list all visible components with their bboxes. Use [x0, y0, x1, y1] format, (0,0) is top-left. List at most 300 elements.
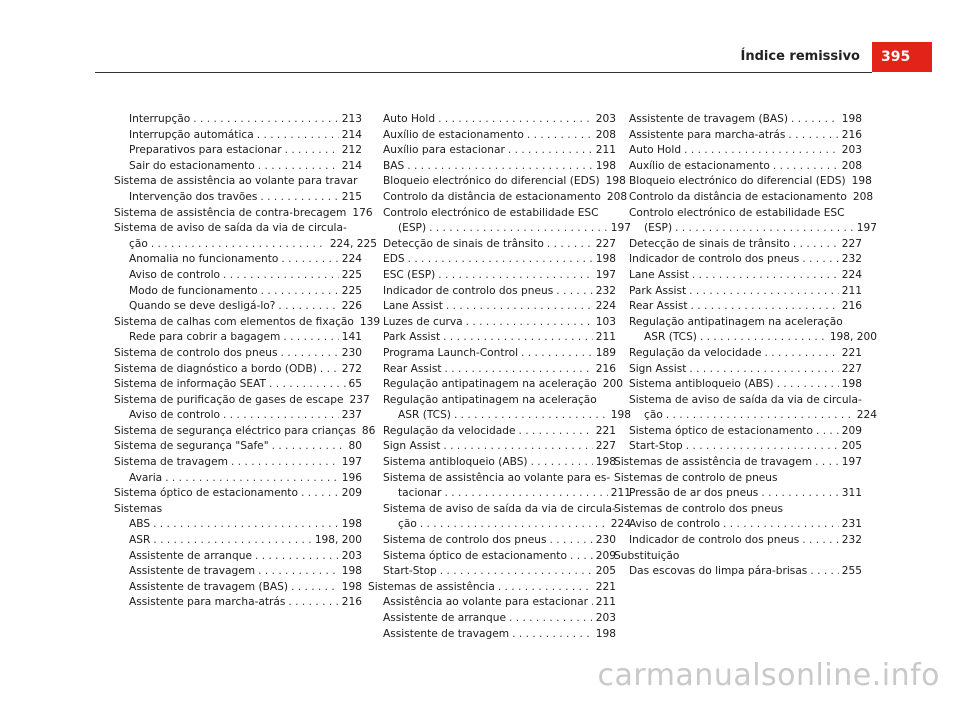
index-term: Pressão de ar dos pneus [629, 487, 759, 500]
index-entry [368, 159, 616, 175]
page-reference: 198, 200 [829, 331, 877, 344]
leader-dots [547, 237, 593, 253]
index-entry [368, 206, 631, 237]
index-term: Das escovas do limpa pára-brisas [629, 565, 808, 578]
index-entry [114, 471, 362, 487]
index-term: EDS [383, 253, 405, 266]
index-entry [368, 174, 626, 190]
index-entry [368, 143, 616, 159]
index-entry [368, 595, 616, 611]
page-reference: 237 [341, 409, 362, 422]
index-entry [614, 237, 862, 253]
index-entry [368, 455, 616, 471]
page-reference: 224 [595, 300, 616, 313]
index-entry [114, 595, 362, 611]
index-term: Sistema de assistência ao volante para travar [114, 175, 358, 188]
page-reference: 227 [841, 362, 862, 375]
page-reference: 221 [595, 424, 616, 437]
index-term: Auxílio para estacionar [383, 144, 505, 157]
page-reference: 197 [856, 222, 877, 235]
leader-dots [283, 330, 338, 346]
index-entry [614, 174, 872, 190]
leader-dots [788, 128, 838, 144]
index-term: ção [644, 409, 663, 422]
index-term: Sistema óptico de estacionamento [114, 487, 298, 500]
index-term: Indicador de controlo dos pneus [629, 253, 800, 266]
leader-dots [258, 159, 339, 175]
page-reference: 189 [595, 346, 616, 359]
index-term: Bloqueio electrónico do diferencial (EDS) [383, 175, 600, 188]
page-reference: 216 [841, 128, 862, 141]
index-term: Aviso de controlo [129, 268, 221, 281]
page-reference: 208 [595, 128, 616, 141]
leader-dots [269, 377, 346, 393]
page-reference: 200 [602, 378, 623, 391]
index-term: Sistema de calhas com elementos de fixação [114, 315, 354, 328]
page-reference: 198 [610, 409, 631, 422]
index-term: Assistente de travagem (BAS) [129, 580, 288, 593]
page-reference: 197 [841, 456, 862, 469]
index-term: Sistema antibloqueio (ABS) [629, 378, 774, 391]
page-reference: 272 [341, 362, 362, 375]
section-title: Índice remissivo [740, 49, 860, 64]
leader-dots [508, 143, 593, 159]
index-column-2 [368, 112, 631, 642]
page-reference: 176 [352, 206, 373, 219]
page-reference: 80 [348, 440, 362, 453]
index-term: Interrupção [129, 113, 191, 125]
leader-dots [440, 564, 593, 580]
index-entry [368, 112, 616, 128]
page-reference: 208 [841, 159, 862, 172]
index-term: Sair do estacionamento [129, 159, 255, 172]
index-term: Sistema de assistência de contra-brecagem [114, 206, 347, 219]
page-reference: 211 [595, 596, 616, 609]
index-term: Assistente para marcha-atrás [129, 596, 286, 609]
page-reference: 213 [341, 113, 362, 125]
leader-dots [591, 595, 593, 611]
index-term: Aviso de controlo [129, 409, 221, 422]
index-term: Avaria [129, 471, 163, 484]
leader-dots [466, 315, 593, 331]
index-term: Sistema de controlo dos pneus [383, 534, 547, 547]
index-entry [368, 377, 623, 393]
index-term: ção [398, 518, 417, 531]
index-term: Rear Assist [629, 300, 688, 313]
index-entry [614, 486, 862, 502]
index-entry [614, 549, 862, 565]
index-term: ASR [129, 534, 151, 547]
index-entry [614, 206, 877, 237]
page-reference: 209 [341, 487, 362, 500]
index-term: Sistema de segurança "Safe" [114, 440, 269, 453]
page-reference: 211 [610, 487, 631, 500]
index-term: Lane Assist [629, 268, 689, 281]
index-term: Sistema de diagnóstico a bordo (ODB) [114, 362, 317, 375]
index-term: Sistema antibloqueio (ABS) [383, 456, 528, 469]
index-term: Assistente de arranque [129, 549, 252, 562]
page-reference: 215 [341, 190, 362, 203]
index-term: Assistência ao volante para estacionar [383, 596, 588, 609]
index-term: Sistema de aviso de saída da via de circula- [629, 393, 862, 406]
leader-dots [438, 112, 593, 128]
index-entry [114, 439, 362, 455]
leader-dots [272, 439, 346, 455]
leader-dots [444, 486, 607, 502]
page-reference: 227 [595, 440, 616, 453]
leader-dots [320, 362, 339, 378]
page-reference: 86 [361, 424, 376, 437]
page-reference: 205 [595, 565, 616, 578]
page-reference: 198 [841, 378, 862, 391]
page-reference: 208 [852, 190, 874, 203]
index-term: Lane Assist [383, 300, 443, 313]
leader-dots [764, 346, 838, 362]
index-entry [114, 346, 362, 362]
page-reference: 203 [841, 144, 862, 157]
leader-dots [761, 486, 838, 502]
leader-dots [521, 346, 593, 362]
index-entry [114, 252, 362, 268]
index-term: Bloqueio electrónico do diferencial (EDS) [629, 175, 846, 188]
leader-dots [260, 190, 338, 206]
leader-dots [420, 517, 608, 533]
index-entry [368, 439, 616, 455]
index-entry [114, 580, 362, 596]
index-entry [614, 455, 862, 471]
index-term: Sistemas de controlo dos pneus [614, 502, 784, 515]
index-entry [368, 393, 631, 424]
leader-dots [570, 549, 593, 565]
index-term: Assistente de travagem [129, 565, 256, 578]
index-term: Auxílio de estacionamento [629, 159, 770, 172]
leader-dots [223, 268, 339, 284]
header-divider [95, 72, 872, 73]
index-entry [368, 330, 616, 346]
index-entry [114, 362, 362, 378]
index-term: Detecção de sinais de trânsito [629, 237, 790, 250]
leader-dots [498, 580, 593, 596]
index-entry [368, 362, 616, 378]
leader-dots [686, 439, 839, 455]
index-entry [368, 252, 616, 268]
page-reference: 211 [595, 331, 616, 344]
leader-dots [518, 424, 592, 440]
index-term: Sistema de controlo dos pneus [114, 346, 278, 359]
leader-dots [443, 439, 592, 455]
index-term: Detecção de sinais de trânsito [383, 237, 544, 250]
index-term: Luzes de curva [383, 315, 463, 328]
page-reference: 311 [841, 487, 862, 500]
index-entry [614, 346, 862, 362]
index-term: Preparativos para estacionar [129, 144, 282, 157]
index-entry [614, 112, 862, 128]
index-term: ASR (TCS) [398, 409, 451, 422]
index-term: Indicador de controlo dos pneus [383, 284, 554, 297]
index-term: Anomalia no funcionamento [129, 253, 279, 266]
watermark: carmanualsonline.info [597, 658, 940, 693]
index-entry [614, 190, 874, 206]
page-reference: 225 [341, 268, 362, 281]
index-term: Substituição [614, 549, 680, 562]
index-entry [368, 190, 628, 206]
index-entry [614, 533, 862, 549]
index-entry [368, 346, 616, 362]
index-entry [114, 424, 376, 440]
index-term: Regulação antipatinagem na aceleração [629, 315, 843, 328]
leader-dots [689, 284, 839, 300]
index-term: Sistema de assistência ao volante para es- [383, 471, 611, 484]
index-term: Sign Assist [383, 440, 441, 453]
page-reference: 198, 200 [314, 534, 362, 547]
index-entry [114, 564, 362, 580]
leader-dots [810, 564, 838, 580]
index-entry [114, 206, 373, 222]
page-reference: 203 [341, 549, 362, 562]
page-reference: 221 [595, 580, 616, 593]
index-entry [368, 315, 616, 331]
index-term: Controlo da distância de estacionamento [629, 190, 847, 203]
leader-dots [454, 408, 608, 424]
index-entry [114, 393, 370, 409]
index-entry [114, 284, 362, 300]
index-term: tacionar [398, 487, 442, 500]
leader-dots [223, 408, 339, 424]
page-reference: 226 [341, 300, 362, 313]
index-entry [114, 408, 362, 424]
leader-dots [231, 455, 339, 471]
page-reference: 209 [841, 424, 862, 437]
index-term: Sistemas [114, 502, 163, 515]
index-term: Sistemas de assistência de travagem [614, 456, 813, 469]
leader-dots [815, 455, 839, 471]
page-reference: 224 [841, 268, 862, 281]
index-term: Controlo da distância de estacionamento [383, 190, 601, 203]
leader-dots [684, 143, 839, 159]
leader-dots [723, 517, 839, 533]
index-entry [114, 112, 362, 128]
index-entry [368, 533, 616, 549]
index-term: Sistema de travagem [114, 456, 228, 469]
page-reference: 198 [851, 175, 872, 188]
index-entry [114, 517, 362, 533]
leader-dots [291, 580, 339, 596]
index-entry [368, 549, 616, 565]
page-reference: 224 [341, 253, 362, 266]
index-entry [614, 439, 862, 455]
leader-dots [691, 299, 839, 315]
index-term: BAS [383, 159, 405, 172]
page-reference: 141 [341, 331, 362, 344]
index-entry [368, 284, 616, 300]
leader-dots [531, 455, 593, 471]
index-term: Park Assist [383, 331, 441, 344]
index-term: Sistema de aviso de saída da via de circula- [383, 502, 616, 515]
leader-dots [255, 549, 339, 565]
index-term: Assistente de arranque [383, 612, 506, 624]
index-entry [368, 611, 616, 627]
page-reference: 221 [841, 346, 862, 359]
index-term: ção [129, 237, 148, 250]
leader-dots [550, 533, 593, 549]
page-reference: 198 [595, 253, 616, 266]
index-term: Start-Stop [629, 440, 683, 453]
index-term: Sistema de segurança eléctrico para crianças [114, 424, 356, 437]
page-reference: 224 [856, 409, 877, 422]
leader-dots [443, 330, 593, 346]
index-entry [614, 159, 862, 175]
page-reference: 224, 225 [329, 237, 377, 250]
index-term: Aviso de controlo [629, 518, 721, 531]
page-reference: 211 [841, 284, 862, 297]
leader-dots [556, 284, 593, 300]
page-reference: 255 [841, 565, 862, 578]
page-reference: 227 [595, 237, 616, 250]
index-entry [614, 393, 877, 424]
page-reference: 216 [341, 596, 362, 609]
leader-dots [429, 221, 608, 237]
index-entry [614, 471, 862, 487]
index-term: ABS [129, 518, 151, 531]
index-entry [114, 221, 377, 252]
leader-dots [288, 595, 338, 611]
page-reference: 203 [595, 113, 616, 125]
page-reference: 198 [341, 580, 362, 593]
leader-dots [261, 284, 339, 300]
index-term: ESC (ESP) [383, 268, 436, 281]
leader-dots [281, 252, 338, 268]
leader-dots [512, 627, 593, 643]
leader-dots [257, 128, 339, 144]
index-term: Assistente de travagem (BAS) [629, 113, 788, 125]
leader-dots [301, 486, 339, 502]
index-term: Quando se deve desligá-lo? [129, 300, 276, 313]
index-entry [368, 424, 616, 440]
page-reference: 232 [595, 284, 616, 297]
page-reference: 216 [595, 362, 616, 375]
index-entry [614, 128, 862, 144]
index-term: Indicador de controlo dos pneus [629, 534, 800, 547]
leader-dots [791, 112, 839, 128]
index-entry [114, 377, 362, 393]
index-entry [114, 190, 362, 206]
index-column-3 [614, 112, 877, 580]
leader-dots [802, 533, 839, 549]
index-term: Sistema de purificação de gases de escape [114, 393, 344, 406]
index-term: Sistemas de controlo de pneus [614, 471, 778, 484]
leader-dots [773, 159, 839, 175]
index-entry [114, 315, 381, 331]
leader-dots [675, 221, 854, 237]
page-reference: 227 [841, 237, 862, 250]
leader-dots [151, 237, 327, 253]
leader-dots [446, 299, 593, 315]
index-entry [614, 424, 862, 440]
index-entry [368, 627, 616, 643]
page-reference: 214 [341, 159, 362, 172]
leader-dots [777, 377, 839, 393]
leader-dots [153, 533, 311, 549]
page-reference: 196 [341, 471, 362, 484]
index-term: Interrupção automática [129, 128, 254, 141]
index-column-1 [114, 112, 381, 611]
index-term: Sign Assist [629, 362, 687, 375]
page-reference: 214 [341, 128, 362, 141]
page-reference: 205 [841, 440, 862, 453]
index-entry [614, 299, 862, 315]
page-reference: 232 [841, 534, 862, 547]
index-entry [114, 533, 362, 549]
index-entry [114, 159, 362, 175]
page-reference: 216 [841, 300, 862, 313]
page-reference: 197 [610, 222, 631, 235]
leader-dots [793, 237, 839, 253]
page-reference: 209 [595, 549, 616, 562]
index-entry [614, 502, 862, 518]
index-entry [114, 299, 362, 315]
index-entry [114, 330, 362, 346]
leader-dots [278, 299, 338, 315]
index-entry [368, 299, 616, 315]
leader-dots [816, 424, 839, 440]
index-entry [368, 471, 631, 502]
page-reference: 139 [359, 315, 381, 328]
leader-dots [509, 611, 593, 627]
index-entry [614, 517, 862, 533]
page-reference: 198 [841, 113, 862, 125]
page-reference: 231 [841, 518, 862, 531]
page-reference: 237 [349, 393, 370, 406]
index-entry [614, 362, 862, 378]
page-reference: 198 [341, 565, 362, 578]
leader-dots [438, 268, 593, 284]
index-entry [114, 143, 362, 159]
page-reference: 198 [595, 159, 616, 172]
index-entry [368, 268, 616, 284]
index-term: Assistente de travagem [383, 627, 510, 640]
index-term: Start-Stop [383, 565, 437, 578]
page-reference: 224 [610, 518, 631, 531]
index-term: Sistema óptico de estacionamento [383, 549, 567, 562]
index-term: Auto Hold [383, 113, 436, 125]
index-entry [614, 284, 862, 300]
page-reference: 203 [595, 612, 616, 624]
index-entry [614, 143, 862, 159]
index-term: Regulação da velocidade [629, 346, 762, 359]
leader-dots [258, 564, 339, 580]
leader-dots [692, 268, 839, 284]
index-term: Modo de funcionamento [129, 284, 258, 297]
page-reference: 212 [341, 144, 362, 157]
index-term: Rede para cobrir a bagagem [129, 331, 281, 344]
index-entry [614, 252, 862, 268]
index-entry [614, 315, 877, 346]
leader-dots [802, 252, 839, 268]
index-term: Auto Hold [629, 144, 682, 157]
index-entry [114, 549, 362, 565]
index-entry [614, 377, 862, 393]
index-entry [114, 128, 362, 144]
index-entry [368, 128, 616, 144]
index-term: ASR (TCS) [644, 331, 697, 344]
page-reference: 198 [605, 175, 626, 188]
leader-dots [407, 159, 593, 175]
index-term: Regulação antipatinagem na aceleração [383, 378, 597, 391]
leader-dots [165, 471, 339, 487]
page-number-badge: 395 [872, 42, 932, 72]
index-entry [114, 455, 362, 471]
index-term: Rear Assist [383, 362, 442, 375]
